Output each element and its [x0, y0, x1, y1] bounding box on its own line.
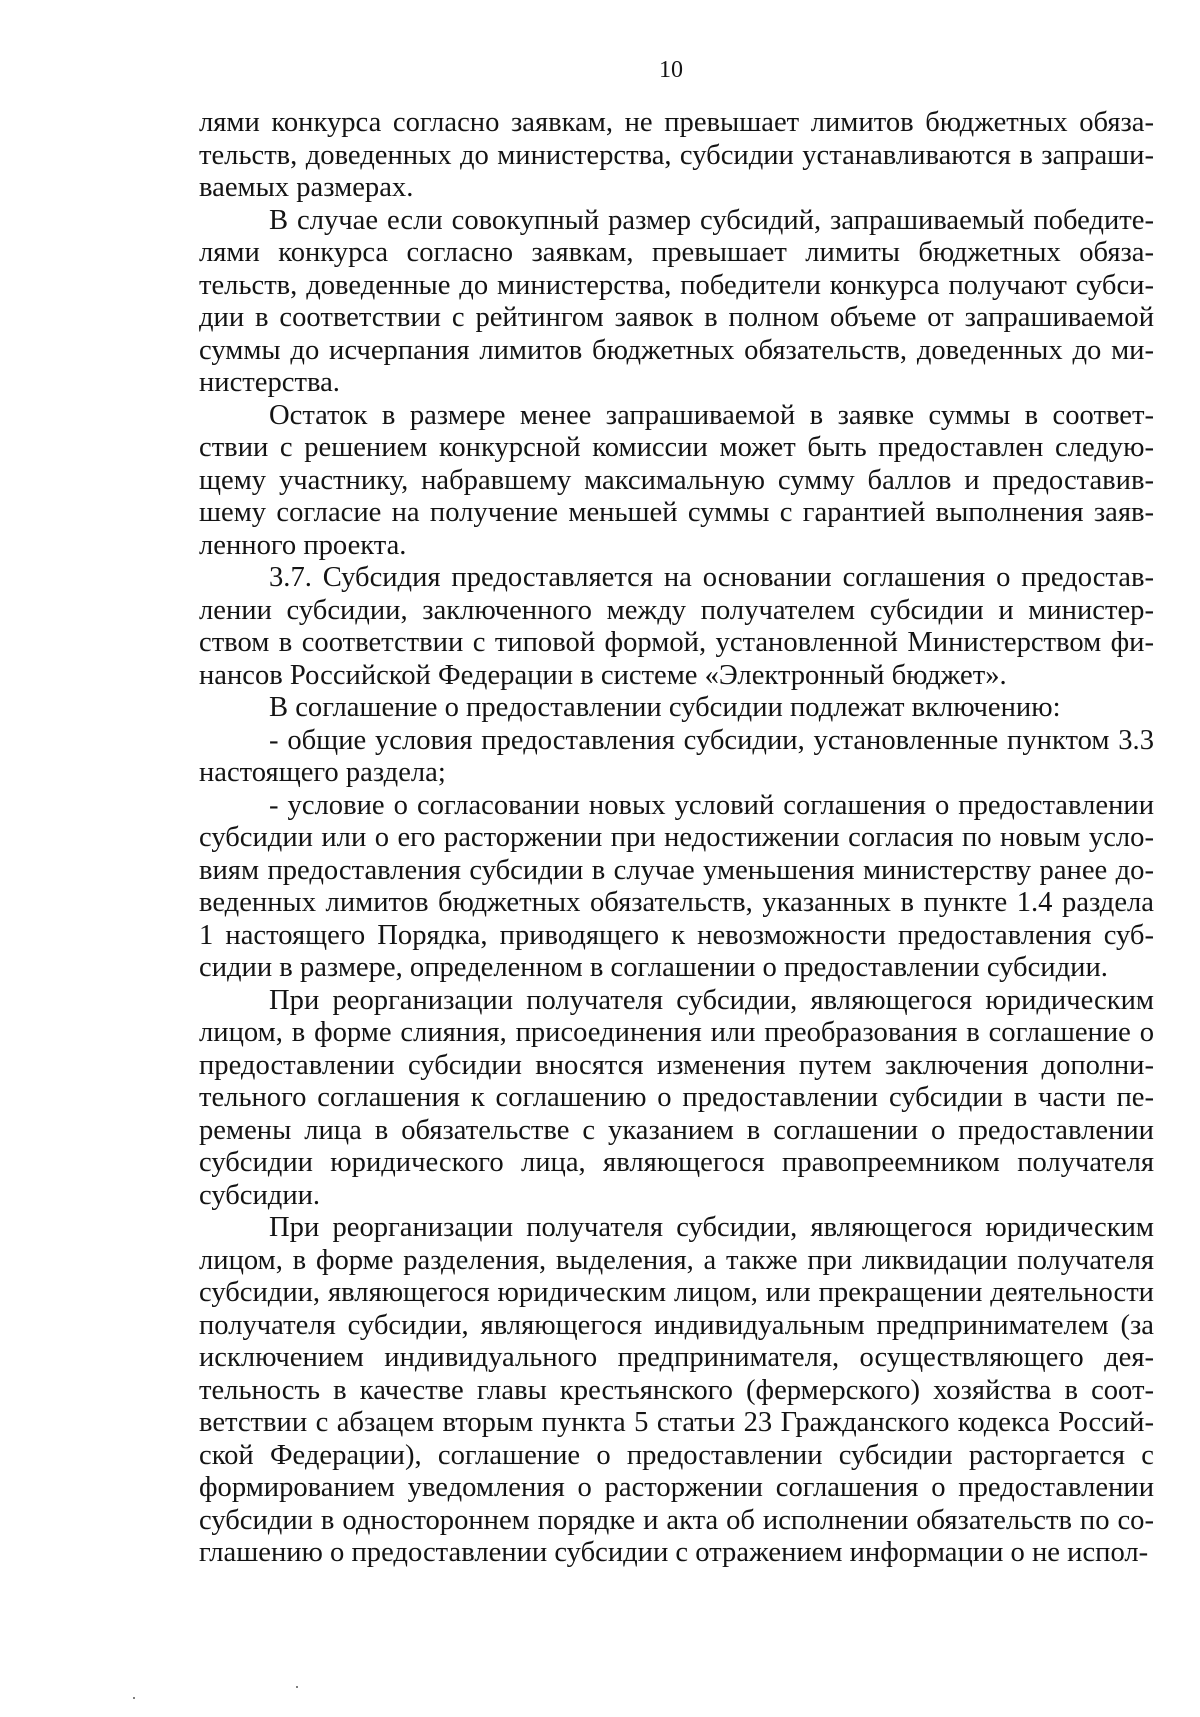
text-line: настоящего раздела;: [199, 757, 446, 788]
text-line: лями конкурса согласно заявкам, превышает лимиты бюджетных обяза-: [199, 237, 1154, 268]
paragraph: [199, 1212, 1154, 1570]
text-line: При реорганизации получателя субсидии, являющегося юридическим: [269, 1212, 1154, 1243]
text-line: ствии с решением конкурсной комиссии может быть предоставлен следую-: [199, 432, 1154, 463]
text-line: нистерства.: [199, 367, 340, 398]
text-line: тельного соглашения к соглашению о предоставлении субсидии в части пе-: [199, 1082, 1154, 1113]
paragraph: [199, 790, 1154, 985]
text-line: Остаток в размере менее запрашиваемой в заявке суммы в соответ-: [269, 399, 1154, 431]
text-line: субсидии.: [199, 1179, 321, 1211]
paragraph: [199, 725, 1154, 790]
text-line: глашению о предоставлении субсидии с отражением информации о не испол-: [199, 1537, 1149, 1568]
paragraph: [199, 107, 1154, 205]
text-line: 3.7. Субсидия предоставляется на основании соглашения о предостав-: [269, 562, 1154, 593]
scan-speck: [296, 1686, 298, 1688]
text-line: дии в соответствии с рейтингом заявок в полном объеме от запрашиваемой: [199, 302, 1154, 333]
text-line: тельств, доведенные до министерства, победители конкурса получают субси-: [199, 269, 1154, 301]
text-line: лями конкурса согласно заявкам, не превышает лимитов бюджетных обяза-: [199, 107, 1154, 138]
paragraph: [199, 692, 1154, 725]
text-line: В случае если совокупный размер субсидий, запрашиваемый победите-: [269, 204, 1154, 236]
text-line: субсидии юридического лица, являющегося правопреемником получателя: [199, 1147, 1154, 1178]
text-line: виям предоставления субсидии в случае уменьшения министерству ранее до-: [199, 854, 1154, 886]
text-line: субсидии, являющегося юридическим лицом, или прекращении деятельности: [199, 1277, 1154, 1308]
text-line: тельность в качестве главы крестьянского (фермерского) хозяйства в соот-: [199, 1374, 1154, 1406]
text-line: исключением индивидуального предпринимателя, осуществляющего дея-: [199, 1342, 1154, 1373]
text-line: ством в соответствии с типовой формой, установленной Министерством фи-: [199, 627, 1154, 658]
scan-speck: [133, 1697, 135, 1699]
page-number: 10: [659, 57, 683, 83]
text-line: ветствии с абзацем вторым пункта 5 статьи 23 Гражданского кодекса Россий-: [199, 1407, 1154, 1438]
paragraph: [199, 205, 1154, 400]
text-line: - условие о согласовании новых условий соглашения о предоставлении: [269, 789, 1154, 821]
text-line: предоставлении субсидии вносятся изменения путем заключения дополни-: [199, 1049, 1154, 1081]
text-line: лении субсидии, заключенного между получателем субсидии и министер-: [199, 594, 1154, 626]
text-line: ваемых размерах.: [199, 172, 414, 203]
text-line: тельств, доведенных до министерства, субсидии устанавливаются в запраши-: [199, 139, 1154, 171]
text-line: В соглашение о предоставлении субсидии подлежат включению:: [269, 692, 1061, 723]
text-line: получателя субсидии, являющегося индивидуальным предпринимателем (за: [199, 1309, 1154, 1341]
text-line: 1 настоящего Порядка, приводящего к невозможности предоставления суб-: [199, 919, 1154, 951]
paragraph: [199, 985, 1154, 1213]
text-line: лицом, в форме разделения, выделения, а также при ликвидации получателя: [199, 1244, 1154, 1276]
text-line: - общие условия предоставления субсидии, установленные пунктом 3.3: [269, 724, 1154, 756]
text-line: лицом, в форме слияния, присоединения или преобразования в соглашение о: [199, 1017, 1154, 1048]
text-line: нансов Российской Федерации в системе «Электронный бюджет».: [199, 659, 1007, 691]
text-line: шему согласие на получение меньшей суммы с гарантией выполнения заяв-: [199, 497, 1154, 528]
document-body: [199, 107, 1154, 1570]
text-line: формированием уведомления о расторжении соглашения о предоставлении: [199, 1472, 1154, 1503]
text-line: ленного проекта.: [199, 529, 407, 561]
text-line: щему участнику, набравшему максимальную сумму баллов и предоставив-: [199, 464, 1154, 496]
text-line: веденных лимитов бюджетных обязательств, указанных в пункте 1.4 раздела: [199, 887, 1154, 918]
text-line: субсидии в одностороннем порядке и акта об исполнении обязательств по со-: [199, 1504, 1154, 1536]
paragraph: [199, 562, 1154, 692]
text-line: субсидии или о его расторжении при недостижении согласия по новым усло-: [199, 822, 1154, 853]
paragraph: [199, 400, 1154, 563]
text-line: При реорганизации получателя субсидии, являющегося юридическим: [269, 984, 1154, 1016]
text-line: сидии в размере, определенном в соглашении о предоставлении субсидии.: [199, 952, 1108, 983]
text-line: ской Федерации), соглашение о предоставлении субсидии расторгается с: [199, 1439, 1154, 1471]
text-line: суммы до исчерпания лимитов бюджетных обязательств, доведенных до ми-: [199, 334, 1154, 366]
text-line: ремены лица в обязательстве с указанием в соглашении о предоставлении: [199, 1114, 1154, 1146]
